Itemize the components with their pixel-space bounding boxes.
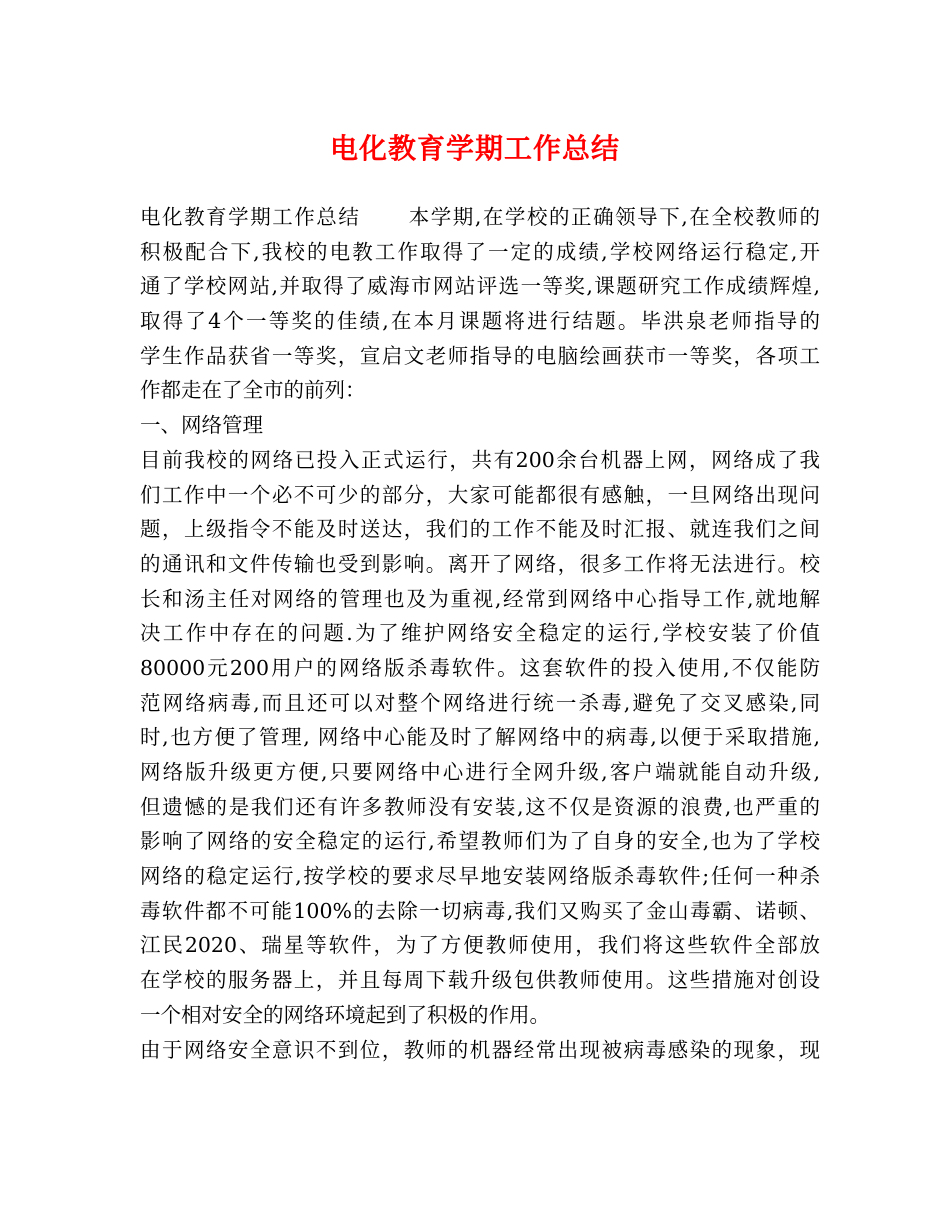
- body-line: 目前我校的网络已投入正式运行，共有200余台机器上网，网络成了我: [140, 447, 820, 472]
- body-line: 80000元200用户的网络版杀毒软件。这套软件的投入使用,不仅能防: [140, 655, 820, 680]
- body-line: 积极配合下,我校的电教工作取得了一定的成绩,学校网络运行稳定,开: [140, 239, 820, 264]
- body-line: 电化教育学期工作总结 本学期,在学校的正确领导下,在全校教师的: [140, 205, 820, 229]
- body-line: 取得了4个一等奖的佳绩,在本月课题将进行结题。毕洪泉老师指导的: [140, 309, 820, 334]
- document-title: 电化教育学期工作总结: [329, 132, 620, 165]
- body-line: 长和汤主任对网络的管理也及为重视,经常到网络中心指导工作,就地解: [140, 586, 820, 611]
- body-line: 影响了网络的安全稳定的运行,希望教师们为了自身的安全,也为了学校: [140, 829, 820, 854]
- body-line: 在学校的服务器上，并且每周下载升级包供教师使用。这些措施对创设: [140, 968, 820, 993]
- body-line: 由于网络安全意识不到位，教师的机器经常出现被病毒感染的现象，现: [140, 1037, 820, 1062]
- body-line: 决工作中存在的问题.为了维护网络安全稳定的运行,学校安装了价值: [140, 621, 820, 646]
- body-line: 学生作品获省一等奖，宣启文老师指导的电脑绘画获市一等奖，各项工: [140, 343, 820, 368]
- body-line: 的通讯和文件传输也受到影响。离开了网络，很多工作将无法进行。校: [140, 551, 820, 576]
- body-line: 毒软件都不可能100%的去除一切病毒,我们又购买了金山毒霸、诺顿、: [140, 898, 820, 923]
- body-line: 时,也方便了管理, 网络中心能及时了解网络中的病毒,以便于采取措施,: [140, 725, 820, 750]
- section-heading: 一、网络管理: [140, 413, 263, 438]
- body-line: 通了学校网站,并取得了威海市网站评选一等奖,课题研究工作成绩辉煌,: [140, 274, 820, 299]
- body-line: 们工作中一个必不可少的部分，大家可能都很有感触，一旦网络出现问: [140, 482, 820, 507]
- document-body: [140, 200, 820, 1067]
- body-line: 但遗憾的是我们还有许多教师没有安装,这不仅是资源的浪费,也严重的: [140, 794, 820, 819]
- body-line: 题，上级指令不能及时送达，我们的工作不能及时汇报、就连我们之间: [140, 517, 820, 542]
- body-line: 作都走在了全市的前列：: [140, 378, 366, 403]
- body-line: 一个相对安全的网络环境起到了积极的作用。: [140, 1002, 550, 1027]
- body-line: 范网络病毒,而且还可以对整个网络进行统一杀毒,避免了交叉感染,同: [140, 690, 820, 715]
- body-line: 江民2020、瑞星等软件，为了方便教师使用，我们将这些软件全部放: [140, 933, 820, 958]
- body-line: 网络的稳定运行,按学校的要求尽早地安装网络版杀毒软件;任何一种杀: [140, 864, 820, 889]
- body-line: 网络版升级更方便,只要网络中心进行全网升级,客户端就能自动升级,: [140, 760, 820, 784]
